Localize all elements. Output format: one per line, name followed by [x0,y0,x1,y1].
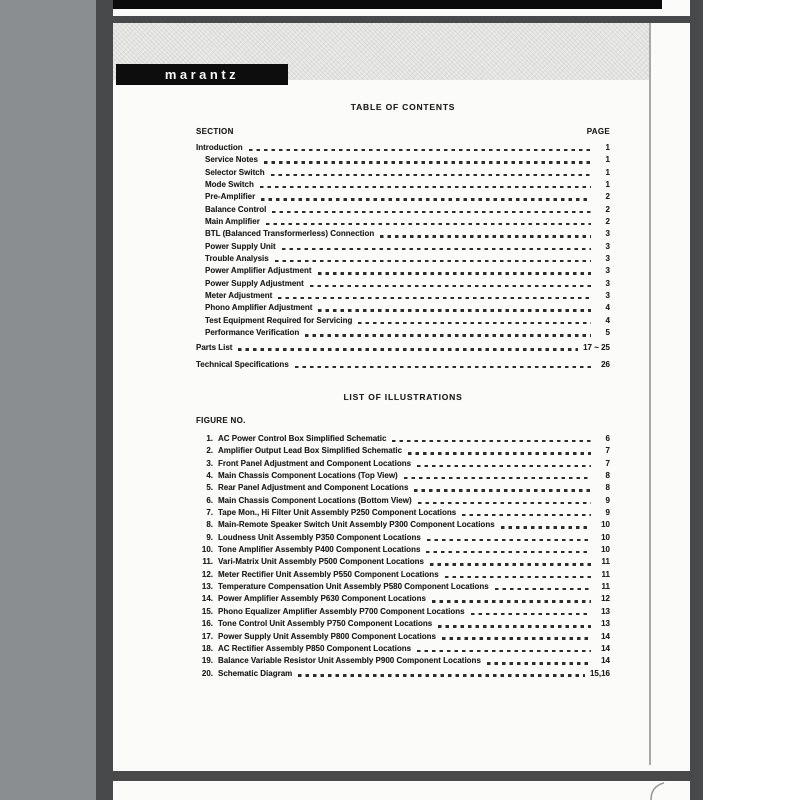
dot-leader [414,489,591,491]
dot-leader [271,174,591,176]
figure-number: 10. [201,545,213,555]
toc-entry-label: BTL (Balanced Transformerless) Connection [205,229,375,239]
figure-number: 17. [201,631,213,641]
toc-entry-page: 3 [605,278,610,288]
toc-entry-label: Power Supply Adjustment [205,278,304,288]
dot-leader [318,309,591,311]
figure-label: Front Panel Adjustment and Component Locations [218,458,412,468]
figure-number: 14. [201,594,213,604]
toc-entry-page: 3 [605,291,610,301]
figure-row [196,593,610,605]
figure-number: 15. [201,606,213,616]
figure-row [196,643,610,655]
figure-row [196,544,610,556]
dot-leader [426,551,591,553]
figure-page: 11 [601,582,610,592]
next-page-top-edge [113,781,690,800]
figure-label: Power Amplifier Assembly P630 Component Locations [218,594,426,604]
toc-entry-page: 2 [605,204,610,214]
toc-entry-label: Introduction [196,143,243,152]
figure-page: 8 [605,483,610,493]
figure-number: 2. [206,446,213,456]
dot-leader [487,662,591,664]
toc-entry-label: Service Notes [205,155,258,165]
figure-row [196,556,610,568]
toc-entry-label: Pre-Amplifier [205,192,256,202]
figure-label: Loudness Unit Assembly P350 Component Locations [218,532,421,542]
toc-row [196,191,610,203]
figure-page: 9 [605,495,610,505]
figure-label: Balance Variable Resistor Unit Assembly P900 Component Locations [218,656,481,666]
toc-row [196,359,610,371]
scan-edge-frame [96,0,703,800]
toc-row [196,253,610,265]
toc-entry-page: 4 [605,303,610,313]
toc-entry-page: 1 [605,180,610,190]
toc-entry-label: Parts List [196,342,233,352]
figure-page: 10 [601,520,610,530]
figure-row [196,569,610,581]
dot-leader [238,348,578,350]
toc-entry-page: 3 [605,229,610,239]
figure-label: Main Chassis Component Locations (Bottom View) [218,495,412,505]
figure-page: 8 [605,471,610,481]
toc-entry-label: Power Amplifier Adjustment [205,266,312,276]
toc-entry-label: Power Supply Unit [205,241,276,251]
toc-entry-page: 1 [605,143,610,152]
marantz-logo-text: marantz [164,67,240,82]
figure-row [196,668,610,680]
figure-number: 18. [201,643,213,653]
figure-page: 10 [601,545,610,555]
toc-row [196,290,610,302]
toc-entry-page: 3 [605,254,610,264]
figure-row [196,581,610,593]
toc-entry-label: Selector Switch [205,167,265,177]
dot-leader [404,477,591,479]
dot-leader [471,613,591,615]
toc-entry-page: 3 [605,266,610,276]
figure-row [196,532,610,544]
figure-number: 6. [206,495,213,505]
dot-leader [417,650,591,652]
toc-list [196,142,610,371]
figure-row [196,606,610,618]
toc-entry-label: Balance Control [205,204,267,214]
figure-page: 10 [601,532,610,542]
dot-leader [261,198,591,200]
toc-entry-page: 2 [605,217,610,227]
figure-label: Temperature Compensation Unit Assembly P580 Component Locations [218,582,489,592]
figure-number: 8. [206,520,213,530]
dot-leader [445,576,591,578]
figure-label: Amplifier Output Lead Box Simplified Schematic [218,446,403,456]
toc-entry-label: Main Amplifier [205,217,260,227]
figure-label: Tape Mon., Hi Filter Unit Assembly P250 Component Locations [218,508,457,518]
dot-leader [266,223,591,225]
scan-artifact-line [649,23,651,765]
toc-entry-label: Technical Specifications [196,359,289,369]
figure-row [196,433,610,445]
dot-leader [430,563,591,565]
figure-number: 1. [206,434,213,443]
figure-row [196,631,610,643]
figure-page: 9 [605,508,610,518]
dot-leader [358,322,591,324]
toc-row [196,216,610,228]
figure-number: 13. [201,582,213,592]
toc-row [196,265,610,277]
figure-number: 12. [201,569,213,579]
document-page [113,23,690,771]
figure-label: Tone Control Unit Assembly P750 Component Locations [218,619,433,629]
toc-row [196,327,610,339]
toc-row [196,278,610,290]
dot-leader [392,440,591,442]
dot-leader [427,539,591,541]
figure-row [196,470,610,482]
figure-page: 13 [601,619,610,629]
toc-row [196,179,610,191]
scan-edge-curve [649,781,671,800]
figure-number: 11. [202,557,213,567]
toc-entry-page: 3 [605,241,610,251]
dot-leader [417,465,591,467]
figure-row [196,495,610,507]
section-header: SECTION [196,127,234,136]
previous-page-black-bar [113,0,662,9]
figure-row [196,458,610,470]
figure-label: AC Rectifier Assembly P850 Component Locations [218,643,412,653]
toc-row [196,204,610,216]
toc-row [196,302,610,314]
toc-entry-page: 2 [605,192,610,202]
dot-leader [298,674,585,676]
toc-entry-page: 1 [605,167,610,177]
dot-leader [495,588,591,590]
figure-label: Phono Equalizer Amplifier Assembly P700 Component Locations [218,606,465,616]
dot-leader [462,514,591,516]
toc-entry-label: Meter Adjustment [205,291,273,301]
dot-leader [295,366,591,368]
toc-entry-label: Performance Verification [205,328,300,338]
illustrations-title: LIST OF ILLUSTRATIONS [343,392,463,402]
dot-leader [438,625,591,627]
previous-page-bottom-edge [113,0,690,16]
figure-row [196,445,610,457]
figure-row [196,482,610,494]
figure-row [196,507,610,519]
toc-title: TABLE OF CONTENTS [350,102,456,112]
dot-leader [318,272,591,274]
figure-page: 11 [601,569,610,579]
figure-label: Tone Amplifier Assembly P400 Component Locations [218,545,421,555]
figure-number: 4. [206,471,213,481]
figure-label: Meter Rectifier Unit Assembly P550 Component Locations [218,569,439,579]
figure-label: AC Power Control Box Simplified Schematic [218,434,387,443]
toc-column-headers [196,127,610,136]
toc-entry-page: 26 [601,359,610,369]
figure-label: Main Chassis Component Locations (Top View) [218,471,398,481]
figure-list [196,433,610,680]
figure-page: 7 [605,446,610,456]
figure-number: 20. [201,668,213,678]
toc-row [196,315,610,327]
dot-leader [432,600,591,602]
figure-row [196,519,610,531]
figure-page: 12 [601,594,610,604]
figure-number: 5. [206,483,213,493]
scanner-bed-strip [0,0,96,800]
dot-leader [264,161,591,163]
toc-row [196,342,610,354]
figure-page: 15,16 [589,668,610,678]
dot-leader [501,526,591,528]
dot-leader [249,149,591,151]
dot-leader [272,211,591,213]
dot-leader [442,637,591,639]
figure-page: 13 [601,606,610,616]
figure-label: Main-Remote Speaker Switch Unit Assembly P300 Component Locations [218,520,495,530]
figure-page: 6 [605,434,610,443]
figure-number: 9. [206,532,213,542]
figure-number: 16. [201,619,213,629]
page-header: PAGE [586,127,610,136]
toc-entry-page: 1 [605,155,610,165]
toc-entry-label: Mode Switch [205,180,254,190]
figure-page: 14 [601,656,610,666]
dot-leader [418,502,591,504]
toc-row [196,154,610,166]
toc-row [196,142,610,154]
figure-label: Power Supply Unit Assembly P800 Component Locations [218,631,436,641]
toc-entry-label: Trouble Analysis [205,254,269,264]
dot-leader [260,186,591,188]
toc-row [196,228,610,240]
toc-row [196,167,610,179]
dot-leader [380,235,591,237]
toc-entry-page: 17 ~ 25 [583,342,610,352]
marantz-logo [116,64,288,85]
toc-entry-label: Phono Amplifier Adjustment [205,303,313,313]
dot-leader [278,297,591,299]
toc-entry-page: 4 [605,315,610,325]
figure-page: 14 [601,643,610,653]
figure-label: Schematic Diagram [218,668,293,678]
figure-row [196,618,610,630]
figure-number: 19. [201,656,213,666]
dot-leader [408,452,591,454]
toc-entry-label: Test Equipment Required for Servicing [205,315,353,325]
figure-label: Vari-Matrix Unit Assembly P500 Component Locations [218,557,424,567]
figure-row [196,655,610,667]
figure-number: 3. [206,458,213,468]
dot-leader [275,260,591,262]
figure-page: 7 [605,458,610,468]
figure-no-header: FIGURE NO. [196,416,246,425]
figure-number: 7. [206,508,213,518]
dot-leader [310,285,591,287]
figure-page: 14 [601,631,610,641]
dot-leader [305,334,591,336]
toc-entry-page: 5 [605,328,610,338]
dot-leader [282,248,591,250]
toc-row [196,241,610,253]
figure-page: 11 [601,557,610,567]
figure-label: Rear Panel Adjustment and Component Locations [218,483,409,493]
